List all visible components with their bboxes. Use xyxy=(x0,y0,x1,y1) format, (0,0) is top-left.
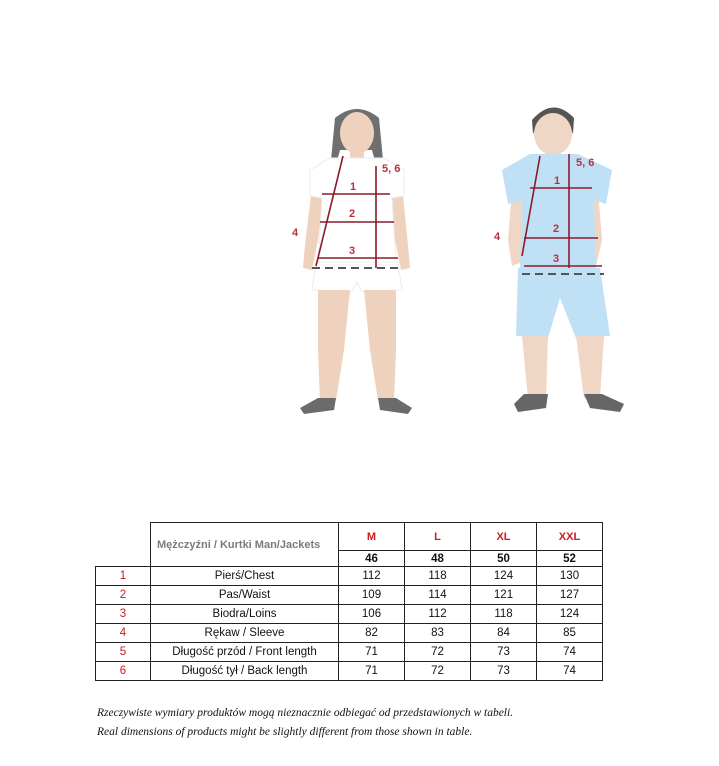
row-measure-name: Rękaw / Sleeve xyxy=(151,624,339,643)
disclaimer-pl: Rzeczywiste wymiary produktów mogą nieznacznie odbiegać od przedstawionych w tabeli. xyxy=(97,707,514,719)
table-title: Mężczyźni / Kurtki Man/Jackets xyxy=(151,523,339,567)
woman-figure xyxy=(292,109,412,414)
disclaimer xyxy=(97,704,697,742)
row-value: 112 xyxy=(339,567,405,586)
row-measure-name: Długość przód / Front length xyxy=(151,643,339,662)
row-value: 73 xyxy=(471,662,537,681)
row-value: 127 xyxy=(537,586,603,605)
row-value: 124 xyxy=(537,605,603,624)
woman-label-4: 4 xyxy=(292,227,299,239)
table-row xyxy=(96,643,603,662)
size-number-m: 46 xyxy=(339,551,405,567)
row-value: 112 xyxy=(405,605,471,624)
woman-label-1: 1 xyxy=(350,181,357,193)
row-number: 4 xyxy=(96,624,151,643)
man-label-2: 2 xyxy=(553,223,560,235)
row-measure-name: Biodra/Loins xyxy=(151,605,339,624)
woman-label-3: 3 xyxy=(349,245,356,257)
disclaimer-en: Real dimensions of products might be slightly different from those shown in table. xyxy=(97,726,473,738)
man-label-1: 1 xyxy=(554,175,561,187)
size-label-xl: XL xyxy=(471,523,537,551)
row-value: 74 xyxy=(537,662,603,681)
size-table xyxy=(95,522,603,681)
row-value: 109 xyxy=(339,586,405,605)
table-row xyxy=(96,662,603,681)
size-label-m: M xyxy=(339,523,405,551)
man-figure xyxy=(494,107,624,412)
row-measure-name: Długość tył / Back length xyxy=(151,662,339,681)
row-value: 130 xyxy=(537,567,603,586)
row-value: 106 xyxy=(339,605,405,624)
row-value: 72 xyxy=(405,643,471,662)
row-value: 124 xyxy=(471,567,537,586)
row-value: 82 xyxy=(339,624,405,643)
table-header-row xyxy=(96,523,603,551)
row-number: 3 xyxy=(96,605,151,624)
table-row xyxy=(96,567,603,586)
man-label-3: 3 xyxy=(553,253,560,265)
row-value: 74 xyxy=(537,643,603,662)
row-value: 118 xyxy=(471,605,537,624)
size-label-l: L xyxy=(405,523,471,551)
row-value: 84 xyxy=(471,624,537,643)
man-label-4: 4 xyxy=(494,231,501,243)
row-value: 114 xyxy=(405,586,471,605)
row-value: 72 xyxy=(405,662,471,681)
man-label-5-6: 5, 6 xyxy=(576,157,595,169)
size-number-l: 48 xyxy=(405,551,471,567)
row-value: 73 xyxy=(471,643,537,662)
row-value: 83 xyxy=(405,624,471,643)
row-measure-name: Pas/Waist xyxy=(151,586,339,605)
woman-label-2: 2 xyxy=(349,208,356,220)
size-number-xl: 50 xyxy=(471,551,537,567)
row-number: 1 xyxy=(96,567,151,586)
table-row xyxy=(96,586,603,605)
row-number: 2 xyxy=(96,586,151,605)
woman-label-5-6: 5, 6 xyxy=(382,163,401,175)
row-number: 5 xyxy=(96,643,151,662)
row-value: 71 xyxy=(339,662,405,681)
row-value: 121 xyxy=(471,586,537,605)
size-label-xxl: XXL xyxy=(537,523,603,551)
row-value: 118 xyxy=(405,567,471,586)
table-row xyxy=(96,624,603,643)
row-value: 85 xyxy=(537,624,603,643)
size-number-xxl: 52 xyxy=(537,551,603,567)
row-measure-name: Pierś/Chest xyxy=(151,567,339,586)
table-row xyxy=(96,605,603,624)
row-number: 6 xyxy=(96,662,151,681)
row-value: 71 xyxy=(339,643,405,662)
